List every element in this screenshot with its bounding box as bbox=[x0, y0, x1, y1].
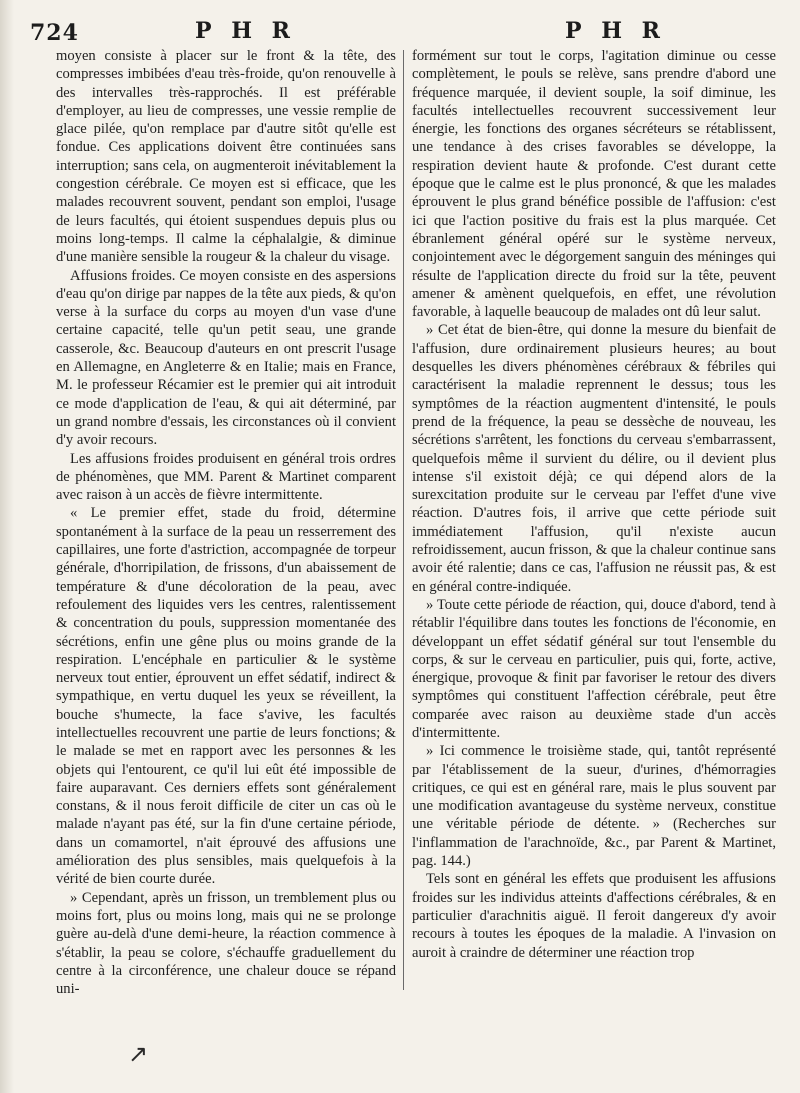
paragraph: « Le premier effet, stade du froid, détermine spontanément à la surface de la peau un resserrement des capillaires, une forte d'astriction, accompagnée de torpeur générale, d'horripilation, de frissons, d'un abaissement de température & d'une décoloration de la peau, avec refoulement des liquides vers les centres, ralentissement & concentration du pouls, suppression momentanée des sécrétions, enfin une gêne plus ou moins grande de la respiration. L'encéphale en particulier & le système nerveux tout entier, éprouvent un effet sédatif, indirect & sympathique, en vertu duquel les yeux se réveillent, la bouche s'humecte, la face s'avive, les facultés intellectuelles recouvrent une partie de leurs fonctions; & le malade se met en rapport avec les personnes & les objets qui l'entourent, ce qu'il lui eût été impossible de faire auparavant. Ces derniers effets sont généralement constans, & il nous feroit difficile de citer un cas où le malade n'ayant pas été, sur la fin d'une certaine période, dans un comamortel, n'ait éprouvé des affusions une amélioration des plus sensibles, mais quelquefois à la vérité de bien courte durée. bbox=[56, 505, 396, 888]
right-column bbox=[412, 47, 776, 962]
left-column bbox=[56, 47, 396, 998]
paragraph: formément sur tout le corps, l'agitation diminue ou cesse complètement, le pouls se relève, sans prendre d'abord une fréquence marquée, il devient souple, la soif diminue, les facultés intellectuelles recouvrent successivement leur énergie, les fonctions des organes sécréteurs se rétablissent, une tendance à des crises favorables se développe, la respiration devient haute & profonde. C'est durant cette époque que le calme est le plus prononcé, & que les malades éprouvent le plus grand bénéfice possible de l'affusion: c'est ici que l'action positive du frais est la plus marquée. Cet ébranlement général opéré sur le système nerveux, conjointement avec le dégorgement sanguin des méninges qui résulte de l'application directe du froid sur la tête, peuvent amener & amènent quelquefois, en effet, une révolution favorable, à laquelle beaucoup de malades ont dû leur salut. bbox=[412, 48, 776, 321]
paragraph: moyen consiste à placer sur le front & la tête, des compresses imbibées d'eau très-froide, qu'on renouvelle à des intervalles très-rapprochés. Il est préférable d'employer, au lieu de compresses, une vessie remplie de glace pilée, qu'on remplace par d'autre sitôt qu'elle est fondue. Ces applications doivent être continuées sans interruption; sans cela, on augmenteroit inévitablement la congestion cérébrale. Ce moyen est si efficace, que les malades recouvrent souvent, pendant son emploi, l'usage de leurs facultés, qui étoient suspendues depuis plus ou moins long-temps. Il calme la céphalalgie, & diminue d'une manière sensible la rougeur & la chaleur du visage. bbox=[56, 48, 396, 266]
running-head-right: P H R bbox=[565, 18, 666, 44]
footer-ink-mark: ↗ bbox=[128, 1042, 149, 1068]
running-head-left: P H R bbox=[195, 18, 296, 44]
paragraph: » Ici commence le troisième stade, qui, tantôt représenté par l'établissement de la sueur, d'urines, d'hémorragies critiques, ce qui est en général rare, mais le plus souvent par une modification avantageuse du système nerveux, constitue une véritable période de détente. » (Recherches sur l'inflammation de l'arachnoïde, &c., par Parent & Martinet, pag. 144.) bbox=[412, 743, 776, 870]
column-divider bbox=[403, 50, 404, 990]
running-header bbox=[30, 12, 780, 46]
scan-shadow bbox=[0, 0, 14, 1093]
paragraph: » Cet état de bien-être, qui donne la mesure du bienfait de l'affusion, dure ordinairement plusieurs heures; au bout desquelles les divers phénomènes cérébraux & fébriles qui caractérisent la maladie reprennent le dessus; tous les symptômes de la réaction augmentent d'intensité, le pouls prend de la fréquence, la peau se dessèche de nouveau, les sécrétions s'arrêtent, les fonctions du cerveau s'embarrassent, quelquefois même il survient du délire, ou il devient plus intense s'il existoit déjà; ce qui dépend alors de la surexcitation produite sur le cerveau par l'effet d'une vive réaction. D'autres fois, il arrive que cette période suit immédiatement l'affusion, qu'il n'existe aucun refroidissement, aucun frisson, & que la chaleur continue sans avoir été ralentie; dans ce cas, l'affusion ne réussit pas, & est en général contre-indiquée. bbox=[412, 322, 776, 595]
paragraph: Affusions froides. Ce moyen consiste en des aspersions d'eau qu'on dirige par nappes de la tête aux pieds, & qu'on verse à la surface du corps au moyen d'un vase d'une certaine capacité, telle qu'un petit seau, une grande casserole, &c. Beaucoup d'auteurs en ont prescrit l'usage en Allemagne, en Angleterre & en Italie; mais en France, M. le professeur Récamier est le premier qui ait introduit ce mode d'application de l'eau, & qui ait déterminé, par un grand nombre d'essais, les circonstances où il convient d'y avoir recours. bbox=[56, 267, 396, 449]
paragraph: Les affusions froides produisent en général trois ordres de phénomènes, que MM. Parent & Martinet comparent avec raison à un accès de fièvre intermittente. bbox=[56, 450, 396, 504]
page-number: 724 bbox=[30, 20, 79, 46]
paragraph: Tels sont en général les effets que produisent les affusions froides sur les individus atteints d'affections cérébrales, & en particulier d'arachnitis aiguë. Il feroit dangereux d'y avoir recours à toutes les époques de la maladie. A l'invasion on auroit à craindre de déterminer une réaction trop bbox=[412, 871, 776, 961]
paragraph: » Toute cette période de réaction, qui, douce d'abord, tend à rétablir l'équilibre dans toutes les fonctions de l'économie, en développant un effet sédatif général sur tout l'ensemble du corps, & sur le cerveau en particulier, puis qui, forte, active, énergique, provoque & finit par favoriser le retour des divers symptômes qui constituent l'affection cérébrale, peut être comparée avec raison au deuxième stade d'un accès d'intermittente. bbox=[412, 596, 776, 741]
paragraph: » Cependant, après un frisson, un tremblement plus ou moins fort, plus ou moins long, mais qui ne se prolonge guère au-delà d'une demi-heure, la réaction commence à s'établir, la peau se colore, s'échauffe graduellement du centre à la circonférence, une chaleur douce se répand uni- bbox=[56, 889, 396, 998]
